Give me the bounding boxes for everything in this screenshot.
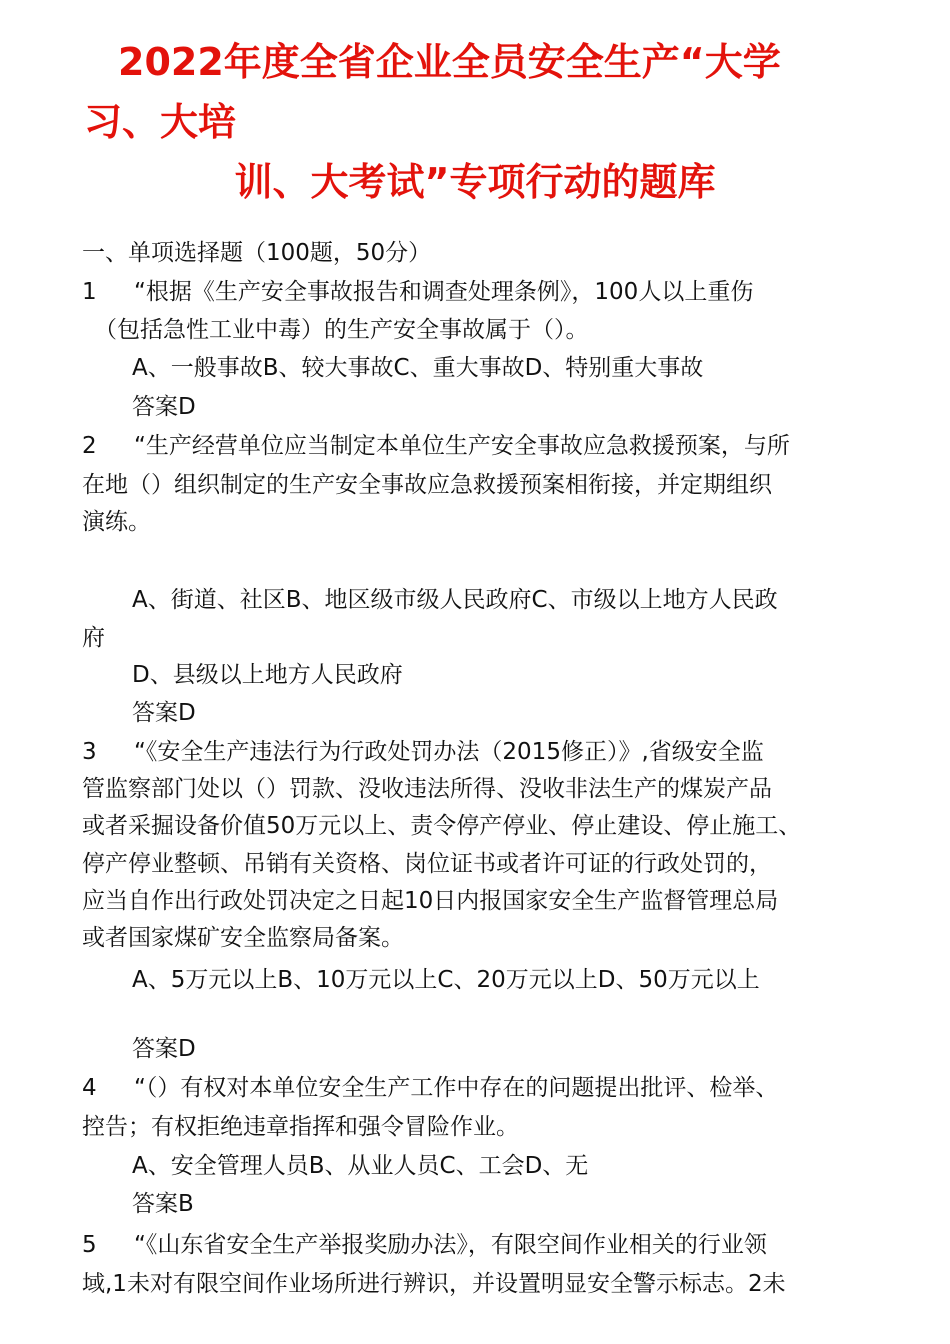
question-text: “《安全生产违法行为行政处罚办法（2015修正）》,省级安全监 [134,739,764,765]
question-number: 4 [82,1075,97,1101]
question-3-options: A、5万元以上B、10万元以上C、20万元以上D、50万元以上 [132,967,760,993]
document-title-line-2: 习、大培 [84,100,237,144]
question-4-line-1 [82,1072,778,1104]
question-3-answer: 答案D [132,1036,196,1062]
question-number: 3 [82,739,97,765]
question-3-line-1 [82,736,764,768]
question-1-answer: 答案D [132,394,196,420]
section-heading: 一、单项选择题（100题，50分） [82,240,432,266]
question-2-options-line-1: A、街道、社区B、地区级市级人民政府C、市级以上地方人民政 [132,587,778,613]
question-text: “根据《生产安全事故报告和调查处理条例》，100人以上重伤 [134,279,754,305]
question-3-line-2: 管监察部门处以（）罚款、没收违法所得、没收非法生产的煤炭产品 [82,776,772,802]
question-5-line-1 [82,1229,767,1261]
question-number: 2 [82,433,97,459]
question-1-line-2: （包括急性工业中毒）的生产安全事故属于（）。 [94,317,589,343]
question-number: 5 [82,1232,97,1258]
question-number: 1 [82,279,97,305]
question-2-options-line-2: 府 [82,625,105,651]
question-text: “《山东省安全生产举报奖励办法》，有限空间作业相关的行业领 [134,1232,767,1258]
question-3-line-3: 或者采掘设备价值50万元以上、责令停产停业、停止建设、停止施工、 [82,813,802,839]
question-3-line-6: 或者国家煤矿安全监察局备案。 [82,925,404,951]
question-1-line-1 [82,276,753,308]
question-2-line-3: 演练。 [82,509,151,535]
question-4-options: A、安全管理人员B、从业人员C、工会D、无 [132,1153,589,1179]
question-1-options: A、一般事故B、较大事故C、重大事故D、特别重大事故 [132,355,704,381]
question-3-line-4: 停产停业整顿、吊销有关资格、岗位证书或者许可证的行政处罚的， [82,851,772,877]
question-4-answer: 答案B [132,1191,194,1217]
question-3-line-5: 应当自作出行政处罚决定之日起10日内报国家安全生产监督管理总局 [82,888,779,914]
question-5-line-2: 域,1未对有限空间作业场所进行辨识，并设置明显安全警示标志。2未 [82,1271,786,1297]
document-title-line-1: 2022年度全省企业全员安全生产“大学 [118,40,781,84]
question-2-options-line-3: D、县级以上地方人民政府 [132,662,403,688]
question-2-line-1 [82,430,790,462]
question-2-line-2: 在地（）组织制定的生产安全事故应急救援预案相衔接，并定期组织 [82,472,772,498]
question-2-answer: 答案D [132,700,196,726]
question-text: “生产经营单位应当制定本单位生产安全事故应急救援预案，与所 [134,433,790,459]
question-4-line-2: 控告；有权拒绝违章指挥和强令冒险作业。 [82,1114,519,1140]
question-text: “（）有权对本单位安全生产工作中存在的问题提出批评、检举、 [134,1075,779,1101]
document-title-line-3: 训、大考试”专项行动的题库 [234,160,716,204]
